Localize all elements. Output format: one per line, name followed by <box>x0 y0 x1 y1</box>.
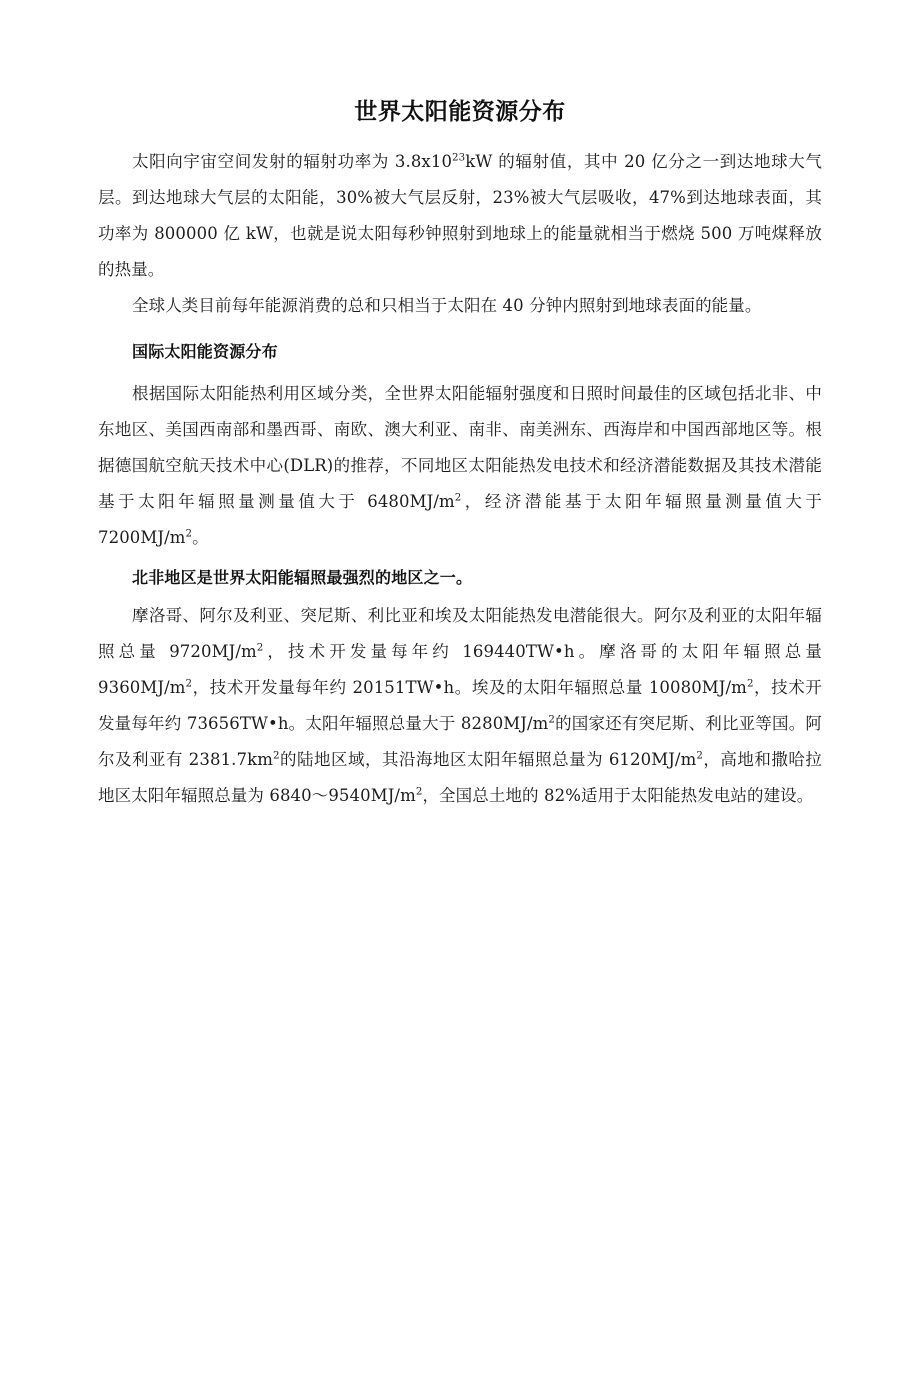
paragraph-north-africa-details: 摩洛哥、阿尔及利亚、突尼斯、利比亚和埃及太阳能热发电潜能很大。阿尔及利亚的太阳年辐照总量 $9720MJ/m^2$，技术开发量每年约 169440TW•h。摩洛哥的太阳年辐照总量 $9360MJ/m^2$，技术开发量每年约 20151TW•h。埃及的太阳年辐照总量 $10080MJ/m^2$，技术开发量每年约 73656TW•h。太阳年辐照总量大于 $8280MJ/m^2$的国家还有突尼斯、利比亚等国。阿尔及利亚有 $2381.7km^2$的陆地区域，其沿海地区太阳年辐照总量为 $6120MJ/m^2$，高地和撒哈拉地区太阳年辐照总量为 $6840\sim 9540MJ/m^2$，全国总土地的 82%适用于太阳能热发电站的建设。 <box>98 606 822 805</box>
page-title: 世界太阳能资源分布 <box>354 99 566 125</box>
document-content <box>98 96 822 1374</box>
page-blank-area <box>98 814 822 1374</box>
paragraph-global-consumption: 全球人类目前每年能源消费的总和只相当于太阳在 40 分钟内照射到地球表面的能量。 <box>132 296 762 315</box>
subheading-north-africa: 北非地区是世界太阳能辐照最强烈的地区之一。 <box>132 568 473 587</box>
paragraph-intro-solar-radiation: 太阳向宇宙空间发射的辐射功率为 $3.8x10^{23}kW$ 的辐射值，其中 20 亿分之一到达地球大气层。到达地球大气层的太阳能，30%被大气层反射，23%被大气层吸收，47%到达地球表面，其功率为 800000 亿 kW，也就是说太阳每秒钟照射到地球上的能量就相当于燃烧 500 万吨煤释放的热量。 <box>98 152 822 279</box>
paragraph-regional-classification: 根据国际太阳能热利用区域分类，全世界太阳能辐射强度和日照时间最佳的区域包括北非、中东地区、美国西南部和墨西哥、南欧、澳大利亚、南非、南美洲东、西海岸和中国西部地区等。根据德国航空航天技术中心(DLR)的推荐，不同地区太阳能热发电技术和经济潜能数据及其技术潜能基于太阳年辐照量测量值大于 $6480MJ/m^2$，经济潜能基于太阳年辐照量测量值大于 $7200MJ/m^2$。 <box>98 384 822 547</box>
subheading-international-distribution: 国际太阳能资源分布 <box>132 342 278 361</box>
